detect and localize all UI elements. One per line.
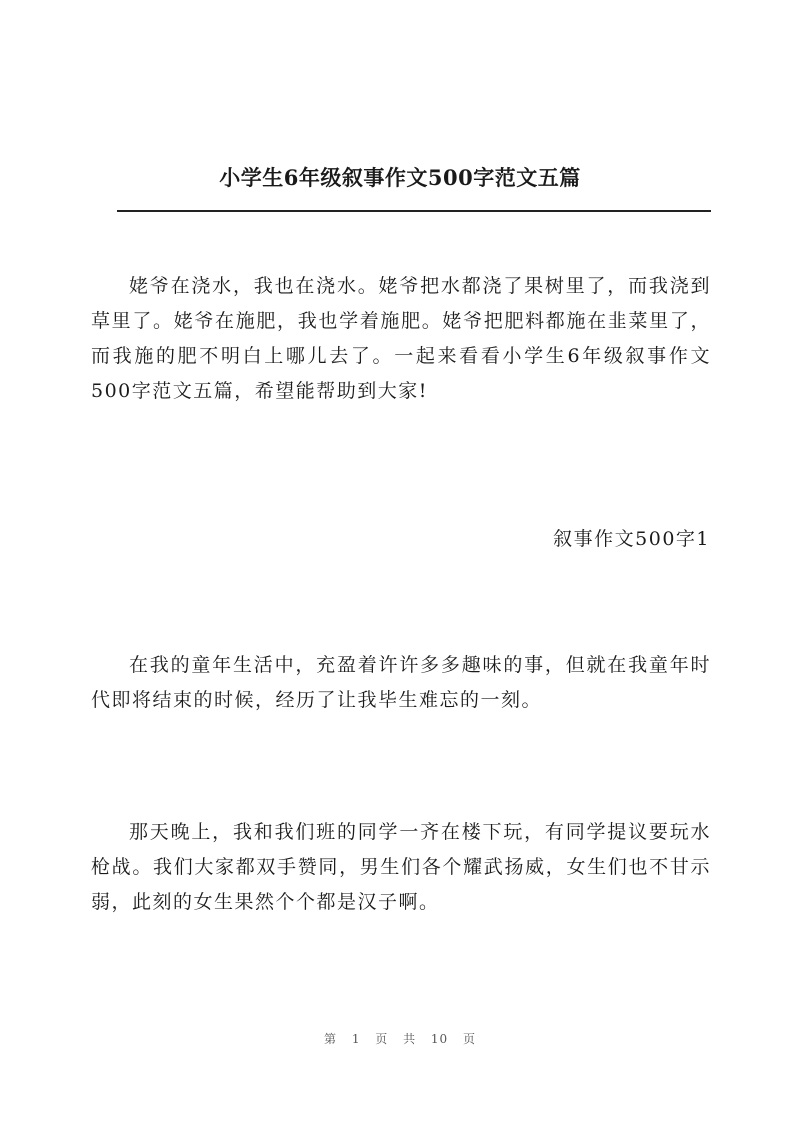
title-divider bbox=[117, 210, 711, 212]
document-title: 小学生6年级叙事作文500字范文五篇 bbox=[219, 165, 581, 190]
page-footer: 第 1 页 共 10 页 bbox=[324, 1032, 476, 1046]
body-paragraph-1: 在我的童年生活中，充盈着许许多多趣味的事，但就在我童年时代即将结束的时候，经历了让我毕生难忘的一刻。 bbox=[91, 654, 711, 711]
section-heading: 叙事作文500字1 bbox=[553, 528, 710, 550]
body-paragraph-2: 那天晚上，我和我们班的同学一齐在楼下玩，有同学提议要玩水枪战。我们大家都双手赞同，男生们各个耀武扬威，女生们也不甘示弱，此刻的女生果然个个都是汉子啊。 bbox=[91, 821, 711, 913]
intro-paragraph: 姥爷在浇水，我也在浇水。姥爷把水都浇了果树里了，而我浇到草里了。姥爷在施肥，我也学着施肥。姥爷把肥料都施在韭菜里了，而我施的肥不明白上哪儿去了。一起来看看小学生6年级叙事作文500字范文五篇，希望能帮助到大家! bbox=[91, 275, 711, 402]
